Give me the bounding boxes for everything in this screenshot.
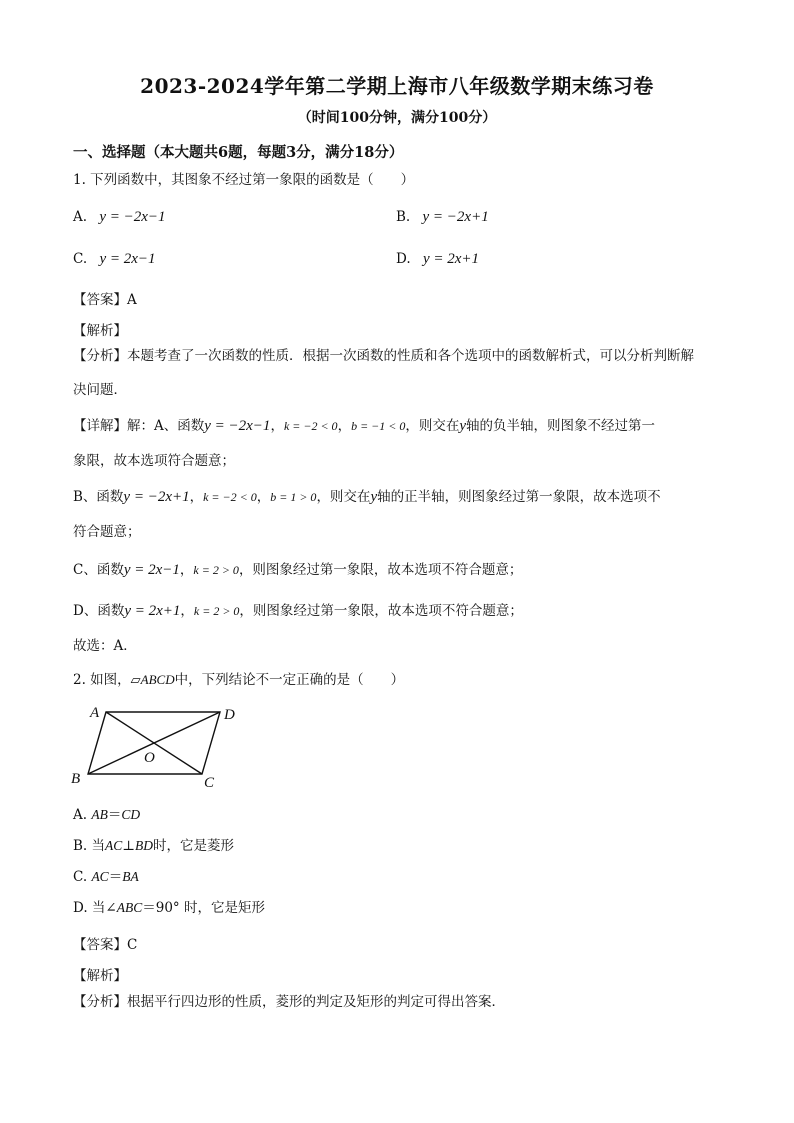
- option-letter: B.: [396, 209, 411, 225]
- q1-option-c: [73, 252, 156, 267]
- q1-option-b: [396, 210, 489, 225]
- option-expression: y = 2x+1: [422, 251, 479, 267]
- question-2-stem: 2. 如图，▱ABCD中，下列结论不一定正确的是（ ）: [73, 672, 405, 688]
- q1-detail-c-line: C、函数y = 2x−1，k = 2 > 0，则图象经过第一象限，故本选项不符合题意；: [73, 562, 523, 578]
- q2-analysis-line: 【分析】根据平行四边形的性质，菱形的判定及矩形的判定可得出答案．: [73, 994, 505, 1010]
- vertex-label-b: B: [71, 771, 81, 787]
- center-label-o: O: [144, 750, 155, 766]
- q1-detail-b-line: 符合题意；: [73, 524, 141, 540]
- page-title: 2023-2024学年第二学期上海市八年级数学期末练习卷: [140, 74, 654, 98]
- question-1-stem: 1. 下列函数中，其图象不经过第一象限的函数是（ ）: [73, 172, 415, 188]
- q2-option-b: B. 当AC⊥BD时，它是菱形: [73, 838, 234, 854]
- q1-detail-b-line: B、函数y = −2x+1，k = −2 < 0，b = 1 > 0，则交在y轴的正半轴，则图象经过第一象限，故本选项不: [73, 489, 661, 505]
- q1-analysis-line: 决问题．: [73, 382, 127, 398]
- q1-choose: 故选：A．: [73, 638, 137, 654]
- exam-info: （时间100分钟，满分100分）: [297, 110, 497, 126]
- q1-option-d: [396, 252, 479, 267]
- vertex-label-d: D: [224, 707, 235, 723]
- vertex-label-a: A: [90, 705, 100, 721]
- parallelogram-figure: [70, 700, 270, 800]
- q1-answer: 【答案】A: [73, 292, 137, 308]
- q1-detail-a-line: 象限，故本选项符合题意；: [73, 453, 235, 469]
- q2-option-d: D. 当∠ABC＝90° 时，它是矩形: [73, 900, 265, 916]
- q1-detail-a-line: 【详解】解：A、函数y = −2x−1，k = −2 < 0，b = −1 < 0，则交在y轴的负半轴，则图象不经过第一: [73, 418, 656, 434]
- option-letter: D.: [396, 251, 411, 267]
- q2-answer: 【答案】C: [73, 937, 138, 953]
- q2-option-a: A. AB＝CD: [73, 807, 141, 823]
- q2-analysis-label: 【解析】: [73, 968, 127, 984]
- section-heading: 一、选择题（本大题共6题，每题3分，满分18分）: [73, 144, 404, 161]
- option-expression: y = −2x−1: [99, 209, 166, 225]
- q1-option-a: [73, 210, 166, 225]
- option-expression: y = −2x+1: [422, 209, 489, 225]
- option-expression: y = 2x−1: [99, 251, 156, 267]
- option-letter: A.: [73, 209, 88, 225]
- q2-option-c: C. AC＝BA: [73, 869, 139, 885]
- q1-analysis-line: 【分析】本题考查了一次函数的性质．根据一次函数的性质和各个选项中的函数解析式，可以分析判断解: [73, 348, 694, 364]
- vertex-label-c: C: [204, 775, 215, 791]
- q1-analysis-label: 【解析】: [73, 323, 127, 339]
- option-letter: C.: [73, 251, 88, 267]
- q1-detail-d-line: D、函数y = 2x+1，k = 2 > 0，则图象经过第一象限，故本选项不符合题意；: [73, 603, 523, 619]
